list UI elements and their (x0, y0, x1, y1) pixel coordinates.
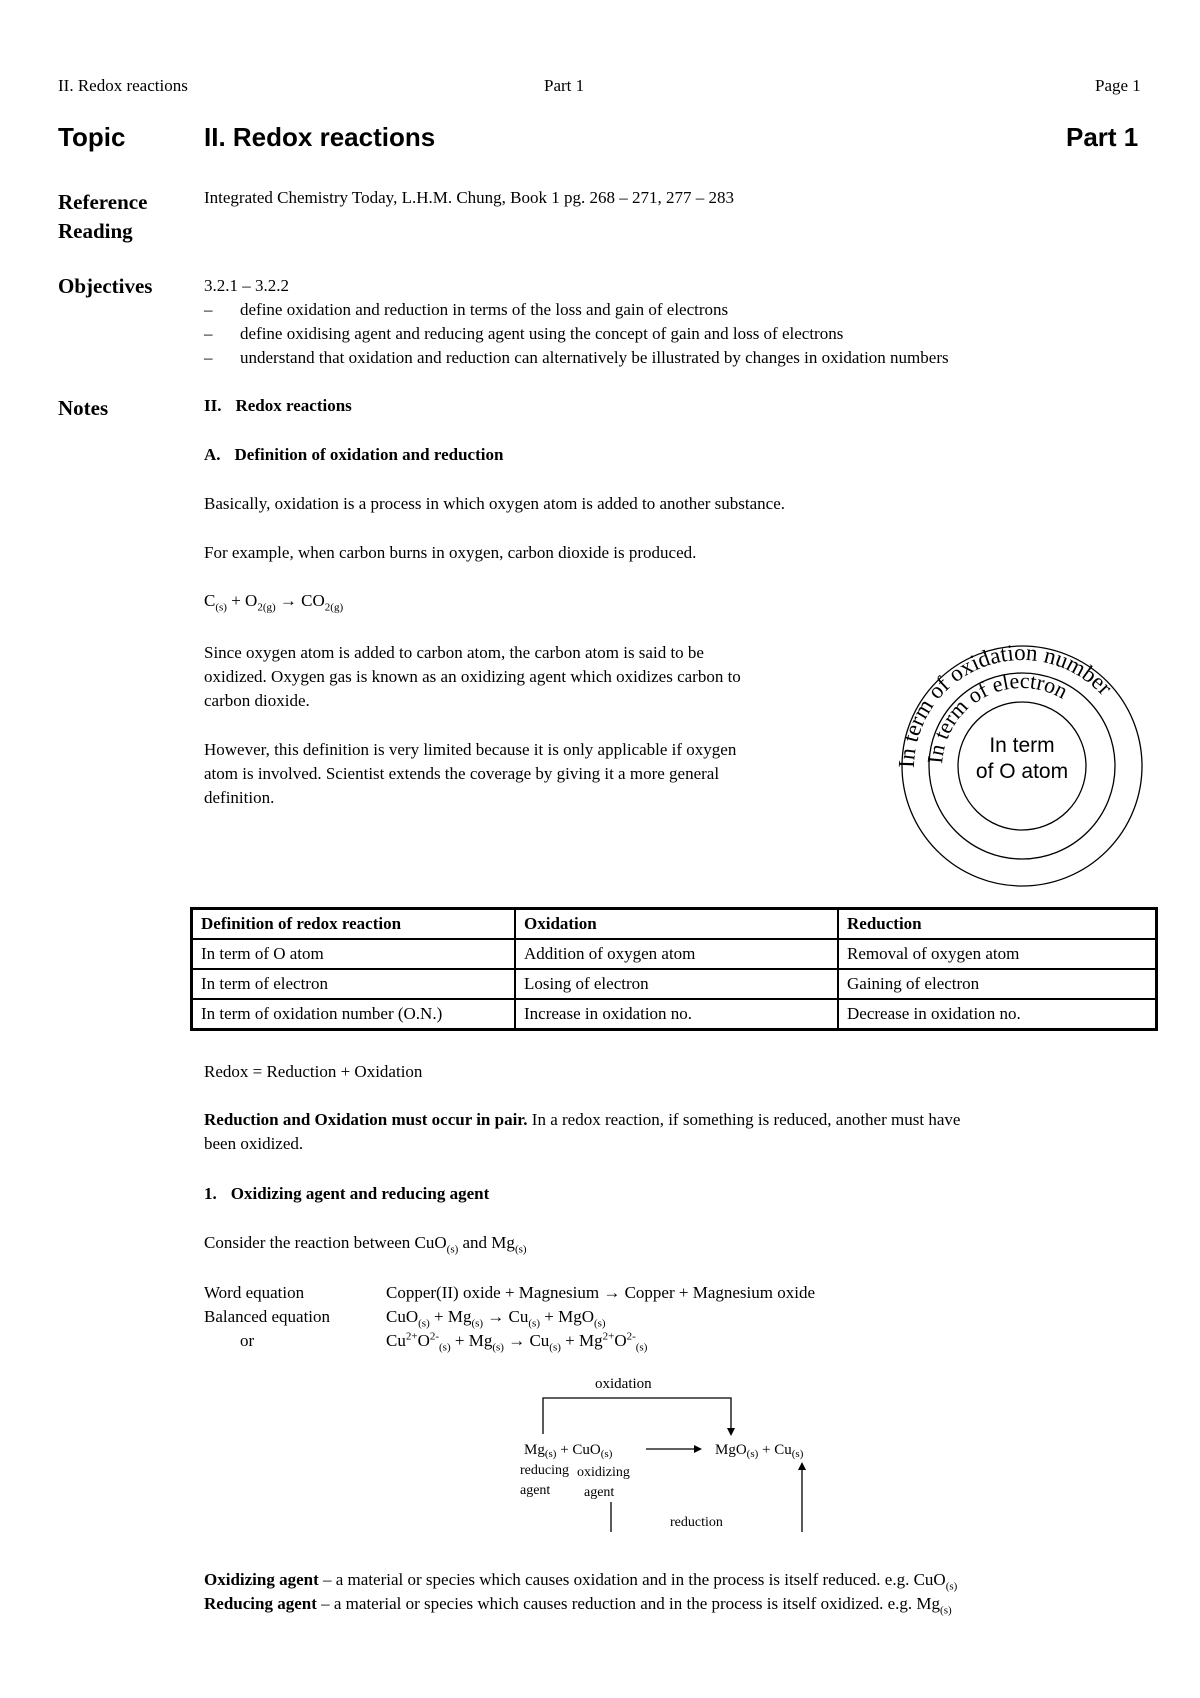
objectives-list: 3.2.1 – 3.2.2 – define oxidation and reduction in terms of the loss and gain of electrons – define oxidising agent and reducing agent using the concept of gain and loss of electrons – understand that oxidation and reduction can alternatively be illustrated by changes in oxidation numbers (204, 274, 949, 370)
balanced-equation: $CuO_{(s)} + Mg_{(s)} \to Cu_{(s)} + MgO_{(s)}$ (386, 1307, 606, 1330)
oxidation-label: oxidation (595, 1376, 652, 1392)
table-cell: In term of electron (192, 969, 516, 999)
paragraph: Basically, oxidation is a process in which oxygen atom is added to another substance. (204, 494, 786, 513)
table-cell: Decrease in oxidation no. (838, 999, 1157, 1030)
reference-text: Integrated Chemistry Today, L.H.M. Chung, Book 1 pg. 268 – 271, 277 – 283 (204, 188, 735, 207)
consider-sentence: Consider the reaction between CuO$_{(s)}$ and $Mg_{(s)}$ (204, 1233, 527, 1256)
table-header: Oxidation (515, 909, 838, 940)
reduction-arrowhead (798, 1462, 806, 1470)
oxidation-arrowhead (727, 1428, 735, 1436)
svg-text:agent: agent (584, 1485, 615, 1500)
reducing-agent-definition: Reducing agent – a material or species which causes reduction and in the process is itself oxidized. e.g. $Mg_{(s)}$ (204, 1594, 952, 1617)
svg-text:agent: agent (520, 1483, 551, 1498)
reaction-arrowhead (694, 1445, 702, 1453)
table-row (192, 999, 1157, 1030)
reference-label: Reference Reading (58, 190, 148, 243)
running-header-center: Part 1 (544, 76, 585, 95)
inner-label-line2: of O atom (975, 760, 1069, 783)
subsection-heading: 1. Oxidizing agent and reducing agent (204, 1184, 490, 1203)
pair-paragraph: Reduction and Oxidation must occur in pair. In a redox reaction, if something is reduced, another must have been oxidized. (204, 1110, 961, 1153)
paragraph: Since oxygen atom is added to carbon atom, the carbon atom is said to be oxidized. Oxygen gas is known as an oxidizing agent which oxidizes carbon to carbon dioxide. (204, 643, 741, 710)
middle-ring-label: In term of electron (922, 667, 1072, 765)
equations (386, 1281, 815, 1353)
oxidizing-agent-definition: Oxidizing agent – a material or species which causes oxidation and in the process is itself reduced. e.g. CuO$_{(s)}$ (204, 1570, 958, 1593)
section-heading: II. Redox reactions (204, 396, 352, 415)
objective-item: understand that oxidation and reduction can alternatively be illustrated by changes in oxidation numbers (240, 348, 949, 367)
objectives-label: Objectives (58, 274, 153, 298)
ionic-equation: $Cu^{2+}O^{2-}_{(s)} + Mg_{(s)} \to Cu_{(s)} + Mg^{2+}O^{2-}_{(s)}$ (386, 1330, 648, 1354)
objective-item: define oxidation and reduction in terms of the loss and gain of electrons (240, 300, 729, 319)
reducing-agent-label: reducing (520, 1463, 569, 1478)
redox-equation: Redox = Reduction + Oxidation (204, 1062, 423, 1081)
table-cell: Gaining of electron (838, 969, 1157, 999)
table-header-row (192, 909, 1157, 940)
paragraph: However, this definition is very limited because it is only applicable if oxygen atom is involved. Scientist extends the coverage by giving it a more general definition. (204, 740, 737, 807)
table-cell: Addition of oxygen atom (515, 939, 838, 969)
word-equation: Copper(II) oxide + Magnesium → Copper + Magnesium oxide (386, 1283, 815, 1302)
table-header: Reduction (838, 909, 1157, 940)
reactants-formula: $Mg_{(s)} + CuO_{(s)}$ (524, 1442, 613, 1460)
redox-reaction-diagram (510, 1372, 850, 1532)
table-row (192, 969, 1157, 999)
table-cell: Removal of oxygen atom (838, 939, 1157, 969)
agent-definitions (204, 1568, 957, 1616)
notes-label: Notes (58, 396, 109, 420)
products-formula: $MgO_{(s)} + Cu_{(s)}$ (715, 1442, 804, 1460)
inner-label-line1: In term (989, 734, 1055, 757)
subsection-heading: A. Definition of oxidation and reduction (204, 445, 504, 464)
paragraph: For example, when carbon burns in oxygen, carbon dioxide is produced. (204, 543, 697, 562)
reduction-label: reduction (670, 1515, 723, 1530)
table-row (192, 939, 1157, 969)
oxidizing-agent-label: oxidizing (577, 1465, 630, 1480)
table-cell: In term of O atom (192, 939, 516, 969)
table-cell: Losing of electron (515, 969, 838, 999)
objectives-code: 3.2.1 – 3.2.2 (204, 276, 289, 295)
outer-ring-label: In term of oxidation number (893, 639, 1118, 769)
carbon-equation: $C_{(s)} + O_{2(g)} \to CO_{2(g)}$ (204, 591, 344, 614)
objective-item: define oxidising agent and reducing agent using the concept of gain and loss of electrons (240, 324, 844, 343)
part-label: Part 1 (1066, 122, 1139, 152)
topic-label: Topic (58, 122, 126, 152)
table-cell: Increase in oxidation no. (515, 999, 838, 1030)
equation-labels: Word equation Balanced equation or (204, 1283, 331, 1350)
table-header: Definition of redox reaction (192, 909, 516, 940)
definition-circles-diagram (892, 636, 1152, 896)
running-header-page: Page 1 (1095, 76, 1141, 95)
table-cell: In term of oxidation number (O.N.) (192, 999, 516, 1030)
redox-definition-table (190, 907, 1158, 1031)
topic-title: II. Redox reactions (204, 122, 436, 152)
oxidation-arrow (543, 1398, 731, 1434)
running-header-left: II. Redox reactions (58, 76, 188, 95)
